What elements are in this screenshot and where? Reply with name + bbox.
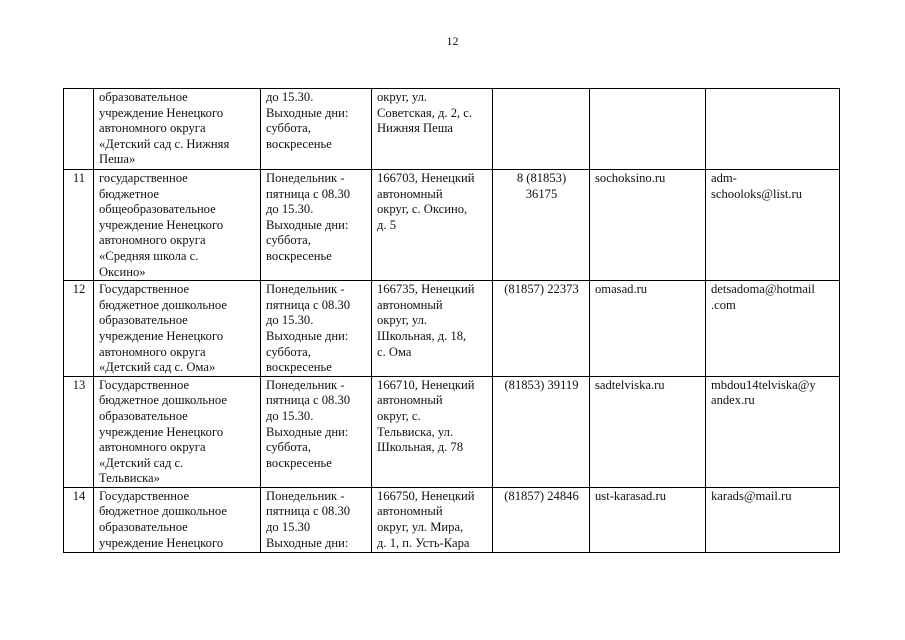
email-cell: adm- schooloks@list.ru	[706, 170, 840, 281]
institution-name-cell: Государственное бюджетное дошкольное образовательное учреждение Ненецкого	[94, 487, 261, 552]
working-hours-cell: Понедельник - пятница с 08.30 до 15.30 Выходные дни:	[261, 487, 372, 552]
address-cell: 166750, Ненецкий автономный округ, ул. Мира, д. 1, п. Усть-Кара	[372, 487, 493, 552]
address-cell: 166710, Ненецкий автономный округ, с. Тельвиска, ул. Школьная, д. 78	[372, 376, 493, 487]
website-cell: omasad.ru	[590, 281, 706, 377]
institution-name-cell: Государственное бюджетное дошкольное образовательное учреждение Ненецкого автономного округа «Детский сад с. Ома»	[94, 281, 261, 377]
institution-name-cell: Государственное бюджетное дошкольное образовательное учреждение Ненецкого автономного округа «Детский сад с. Тельвиска»	[94, 376, 261, 487]
row-number-cell	[64, 89, 94, 170]
address-cell: 166735, Ненецкий автономный округ, ул. Школьная, д. 18, с. Ома	[372, 281, 493, 377]
page-number: 12	[446, 34, 459, 48]
table-row	[64, 89, 840, 170]
institution-name-cell: государственное бюджетное общеобразовательное учреждение Ненецкого автономного округа «Средняя школа с. Оксино»	[94, 170, 261, 281]
row-number-cell: 13	[64, 376, 94, 487]
email-cell: mbdou14telviska@y andex.ru	[706, 376, 840, 487]
phone-cell: (81853) 39119	[493, 376, 590, 487]
email-cell	[706, 89, 840, 170]
website-cell: sochoksino.ru	[590, 170, 706, 281]
phone-cell: (81857) 24846	[493, 487, 590, 552]
table-row	[64, 376, 840, 487]
institutions-table	[63, 88, 840, 553]
institution-name-cell: образовательное учреждение Ненецкого автономного округа «Детский сад с. Нижняя Пеша»	[94, 89, 261, 170]
working-hours-cell: Понедельник - пятница с 08.30 до 15.30. Выходные дни: суббота, воскресенье	[261, 281, 372, 377]
phone-cell: (81857) 22373	[493, 281, 590, 377]
working-hours-cell: Понедельник - пятница с 08.30 до 15.30. Выходные дни: суббота, воскресенье	[261, 170, 372, 281]
phone-cell: 8 (81853) 36175	[493, 170, 590, 281]
email-cell: karads@mail.ru	[706, 487, 840, 552]
table-row	[64, 281, 840, 377]
address-cell: 166703, Ненецкий автономный округ, с. Оксино, д. 5	[372, 170, 493, 281]
row-number-cell: 14	[64, 487, 94, 552]
website-cell	[590, 89, 706, 170]
row-number-cell: 12	[64, 281, 94, 377]
website-cell: sadtelviska.ru	[590, 376, 706, 487]
table-row	[64, 170, 840, 281]
row-number-cell: 11	[64, 170, 94, 281]
address-cell: округ, ул. Советская, д. 2, с. Нижняя Пеша	[372, 89, 493, 170]
working-hours-cell: до 15.30. Выходные дни: суббота, воскресенье	[261, 89, 372, 170]
email-cell: detsadoma@hotmail .com	[706, 281, 840, 377]
website-cell: ust-karasad.ru	[590, 487, 706, 552]
working-hours-cell: Понедельник - пятница с 08.30 до 15.30. Выходные дни: суббота, воскресенье	[261, 376, 372, 487]
table-row	[64, 487, 840, 552]
phone-cell	[493, 89, 590, 170]
